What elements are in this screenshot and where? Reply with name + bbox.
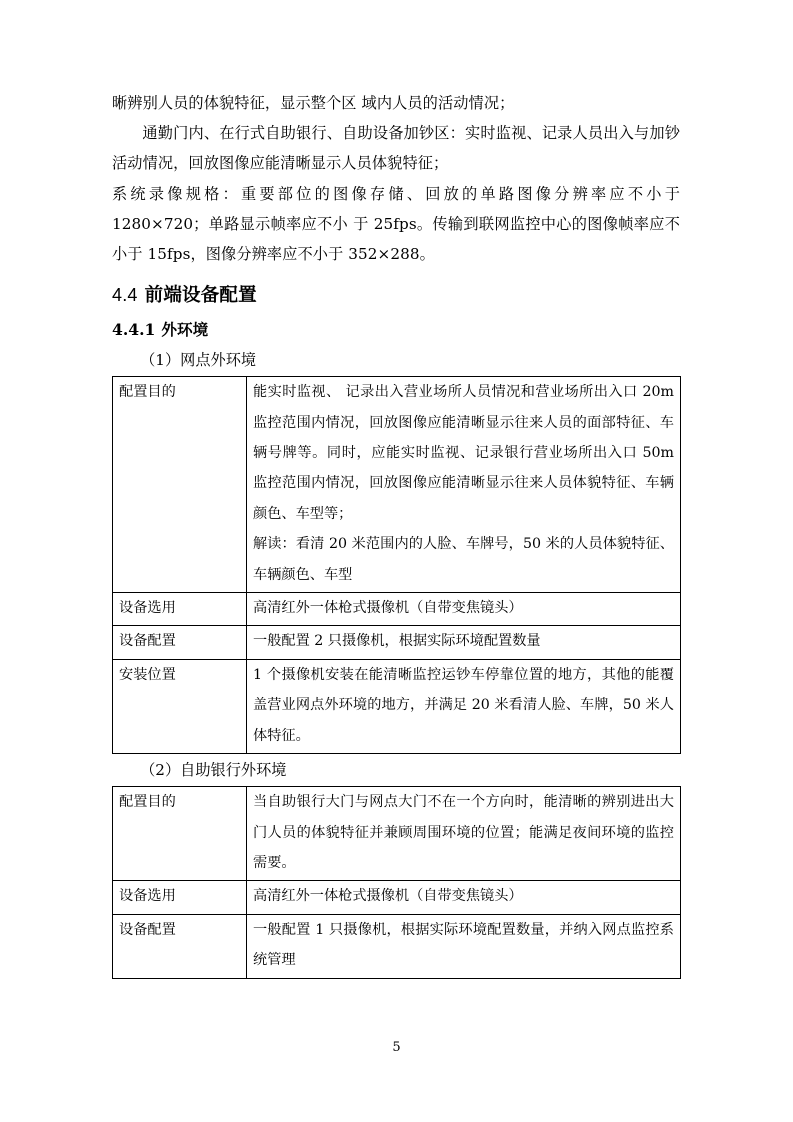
table-cell-value (247, 881, 681, 914)
table-cell-value (247, 377, 681, 593)
subsection-heading-number: 4.4.1 (112, 320, 156, 340)
table-cell-key: 安装位置 (113, 659, 247, 753)
table-row (113, 914, 681, 978)
table-cell-key: 配置目的 (113, 377, 247, 593)
table-cell-key: 设备选用 (113, 881, 247, 914)
table-cell-key: 设备配置 (113, 914, 247, 978)
table-row (113, 787, 681, 881)
page-content (112, 88, 680, 979)
page-number: 5 (392, 1040, 401, 1055)
table-cell-key: 设备配置 (113, 626, 247, 659)
table-cell-line: 能实时监视、 记录出入营业场所人员情况和营业场所出入口 20m 监控范围内情况，回放图像应能清晰显示往来人员的面部特征、车辆号牌等。同时，应能实时监视、记录银行营业场所出入口 50m 监控范围内情况，回放图像应能清晰显示往来人员体貌特征、车辆颜色、车型等； (253, 384, 674, 522)
subsection-heading-text: 外环境 (161, 320, 209, 340)
section-heading-4-4 (112, 280, 680, 311)
config-table-outdoor-atm (112, 786, 681, 978)
table-row (113, 881, 681, 914)
table-cell-value (247, 593, 681, 626)
table-cell-line: 一般配置 2 只摄像机，根据实际环境配置数量 (253, 633, 541, 650)
table-row (113, 626, 681, 659)
subsection-heading-4-4-1 (112, 316, 680, 344)
table-cell-line: 1 个摄像机安装在能清晰监控运钞车停靠位置的地方，其他的能覆盖营业网点外环境的地方，并满足 20 米看清人脸、车牌，50 米人体特征。 (253, 666, 674, 744)
table-row (113, 593, 681, 626)
table-cell-key: 配置目的 (113, 787, 247, 881)
table-cell-line: 高清红外一体枪式摄像机（自带变焦镜头） (253, 600, 523, 617)
table-cell-key: 设备选用 (113, 593, 247, 626)
table-row (113, 377, 681, 593)
table-cell-line: 一般配置 1 只摄像机，根据实际环境配置数量，并纳入网点监控系统管理 (253, 921, 674, 969)
body-paragraph-1: 晰辨别人员的体貌特征，显示整个区 域内人员的活动情况； (112, 94, 515, 112)
section-heading-number: 4.4 (112, 285, 138, 306)
config-table-outdoor-branch (112, 376, 681, 754)
table-cell-value (247, 914, 681, 978)
body-paragraph-3: 系统录像规格：重要部位的图像存储、回放的单路图像分辨率应不小于 1280×720；单路显示帧率应不小 于 25fps。传输到联网监控中心的图像帧率应不小于 15fps，图像分辨率应不小于 352×288。 (112, 184, 680, 264)
section-label-1: （1）网点外环境 (140, 351, 257, 370)
table-cell-value (247, 659, 681, 753)
body-paragraph-2: 通勤门内、在行式自助银行、自助设备加钞区：实时监视、记录人员出入与加钞活动情况，回放图像应能清晰显示人员体貌特征； (112, 124, 680, 173)
table-row (113, 659, 681, 753)
table-cell-line: 解读：看清 20 米范围内的人脸、车牌号，50 米的人员体貌特征、车辆颜色、车型 (253, 536, 674, 583)
section-label-2: （2）自助银行外环境 (140, 761, 287, 780)
table-cell-value (247, 787, 681, 881)
section-heading-text: 前端设备配置 (144, 285, 257, 307)
table-cell-line: 高清红外一体枪式摄像机（自带变焦镜头） (253, 888, 523, 905)
table-cell-line: 当自助银行大门与网点大门不在一个方向时，能清晰的辨别进出大门人员的体貌特征并兼顾周围环境的位置；能满足夜间环境的监控需要。 (253, 794, 674, 871)
table-cell-value (247, 626, 681, 659)
